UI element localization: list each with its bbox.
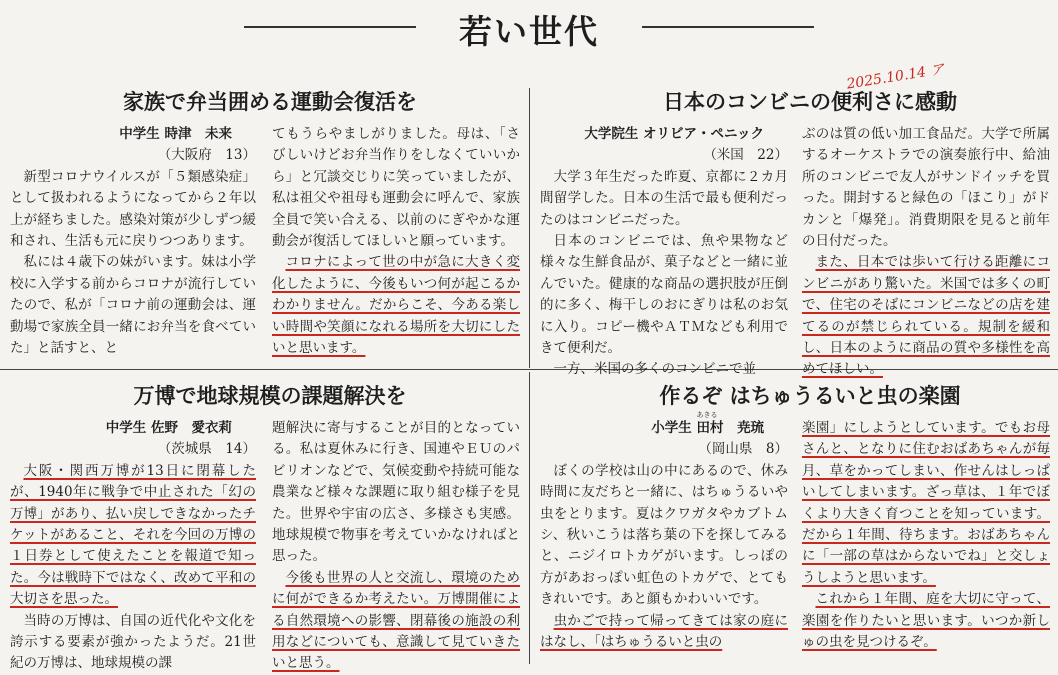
article-column-1 (540, 411, 788, 653)
column-divider-bottom (529, 372, 530, 664)
article-paragraph: ぶのは質の低い加工食品だ。大学で所属するオーケストラでの演奏旅行中、給油所のコンビニで友人がサンドイッチを買った。開封すると緑色の「ほこり」がドカンと「爆発」。消費期限を見ると前年の日付だった。 (802, 126, 1050, 250)
author-role: 小学生 (651, 420, 692, 436)
author-name: 田村 尭琉 (696, 420, 764, 436)
author-origin: （岡山県 8） (698, 441, 788, 458)
author-role: 中学生 (119, 126, 160, 142)
article-paragraph: 題解決に寄与することが目的となっている。私は夏休みに行き、国連やＥＵのパビリオンなどで、気候変動や持続可能な農業など様々な課題に取り組む様子を見た。世界や宇宙の広さ、多様さも実感。地球規模で物事を考えていかなければと思った。 (272, 420, 520, 565)
author-origin: （大阪府 13） (157, 147, 256, 164)
article-headline: 日本のコンビニの便利さに感動 (663, 90, 957, 114)
article-paragraph-highlighted: コロナによって世の中が急に大きく変化したように、今後もいつ何が起こるかわかりません。だからこそ、今ある楽しい時間や笑顔になれる場所を大切にしたいと思います。 (272, 254, 520, 357)
article-paragraph-highlighted: 大阪・関西万博が13日に閉幕したが、1940年に戦争で中止された「幻の万博」があり、払い戻しできなかったチケットがあること、それを今回の万博の１日券として使えたことを報道で知った。今は戦時下ではなく、改めて平和の大切さを思った。 (10, 462, 256, 608)
column-divider-top (529, 88, 530, 368)
section-banner (0, 0, 1058, 52)
article-column-1 (10, 124, 256, 359)
article-paragraph: ぼくの学校は山の中にあるので、休み時間に友だちと一緒に、はちゅうるいや虫をとります。夏はクワガタやカブトムシ、秋いこうは落ち葉の下を探してみると、ニジイロトカゲがいます。しっぽの方があおっぽい虹色のトカゲで、とてもきれいです。あと顔もかわいいです。 (540, 462, 788, 608)
author-name: 時津 未来 (164, 126, 232, 142)
banner-rule-right (642, 26, 814, 28)
article-headline: 万博で地球規模の課題解決を (133, 384, 407, 408)
article-paragraph: 当時の万博は、自国の近代化や文化を誇示する要素が強かったようだ。21世紀の万博は、地球規模の課 (10, 612, 256, 672)
byline (540, 124, 788, 145)
article-headline: 作るぞ はちゅうるいと虫の楽園 (659, 384, 961, 408)
author-role: 中学生 (105, 420, 147, 436)
author-origin: （茨城県 14） (157, 441, 256, 458)
article-paragraph: てもうらやましがりました。母は、「さびしいけどお弁当作りをしなくていいから」と冗談交じりに笑っていましたが、私は祖父や祖母も運動会に呼んで、家族全員で笑い合える、以前のにぎやかな運動会が復活してほしいと願っています。 (272, 126, 520, 250)
byline (10, 418, 256, 439)
article-column-2 (802, 124, 1050, 381)
article-paragraph-highlighted: 虫かごで持って帰ってきては家の庭にはなし、「はちゅうるいと虫の (540, 612, 788, 651)
article-paragraph: 日本のコンビニでは、魚や果物など様々な生鮮食品が、菓子などと一緒に並んでいた。健康的な商品の選択肢が圧倒的に多く、梅干しのおにぎりは私のお気に入り。コピー機やＡＴＭなども利用できて便利だ。 (540, 233, 788, 357)
article-paragraph: 私には４歳下の妹がいます。妹は小学校に入学する前からコロナが流行していたので、私が「コロナ前の運動会は、運動場で家族全員一緒にお弁当を食べていた」と話すと、と (10, 254, 256, 357)
article-column-1 (10, 418, 256, 675)
author-name: オリビア・ペニック (643, 126, 764, 142)
author-name-wrapper (696, 411, 765, 436)
author-name: 佐野 愛衣莉 (151, 420, 232, 436)
article-column-2 (802, 418, 1050, 653)
author-origin: （米国 22） (703, 147, 788, 164)
section-title: 若い世代 (459, 12, 599, 51)
article-column-1 (540, 124, 788, 381)
article-paragraph: 大学３年生だった昨夏、京都に２カ月間留学した。日本の生活で最も便利だったのはコンビニだった。 (540, 168, 788, 228)
byline (540, 411, 788, 439)
article-paragraph-highlighted: これから１年間、庭を大切に守って、楽園を作りたいと思います。いつか新しゅの虫を見つけるぞ。 (802, 591, 1050, 651)
article-paragraph-highlighted: 楽園」にしようとしています。でもお母さんと、となりに住むおばあちゃんが毎月、草をかってしまい、作せんはしっぱいしてしまいます。ざっ草は、１年でぼくより大きく育つことを知っています。だから１年間、待ちます。おばあちゃんに「一部の草はからないでね」と交しょうしようと思います。 (802, 420, 1050, 586)
article-column-2 (272, 124, 520, 359)
author-name-ruby: あきる (696, 411, 718, 419)
byline (10, 124, 256, 145)
article-paragraph-highlighted: 今後も世界の人と交流し、環境のために何ができるか考えたい。万博開催による自然環境への影響、閉幕後の施設の利用などについても、意識して見ていきたいと思う。 (272, 569, 520, 672)
article-paragraph-highlighted: また、日本では歩いて行ける距離にコンビニがあり驚いた。米国では多くの町で、住宅のそばにコンビニなどの店を建てるのが禁じられている。規制を緩和し、日本のように商品の質や多様性を高めてほしい。 (802, 254, 1050, 378)
banner-rule-left (244, 26, 416, 28)
handwritten-date-annotation: 2025.10.14 ア (845, 61, 946, 93)
author-role: 大学院生 (584, 126, 639, 142)
article-paragraph: 一方、米国の多くのコンビニで並 (553, 361, 756, 378)
article-paragraph: 新型コロナウイルスが「５類感染症」として扱われるようになってから２年以上が経ちました。感染対策が少しずつ緩和され、生活も元に戻りつつあります。 (10, 168, 256, 250)
article-headline: 家族で弁当囲める運動会復活を (123, 90, 417, 114)
article-column-2 (272, 418, 520, 675)
